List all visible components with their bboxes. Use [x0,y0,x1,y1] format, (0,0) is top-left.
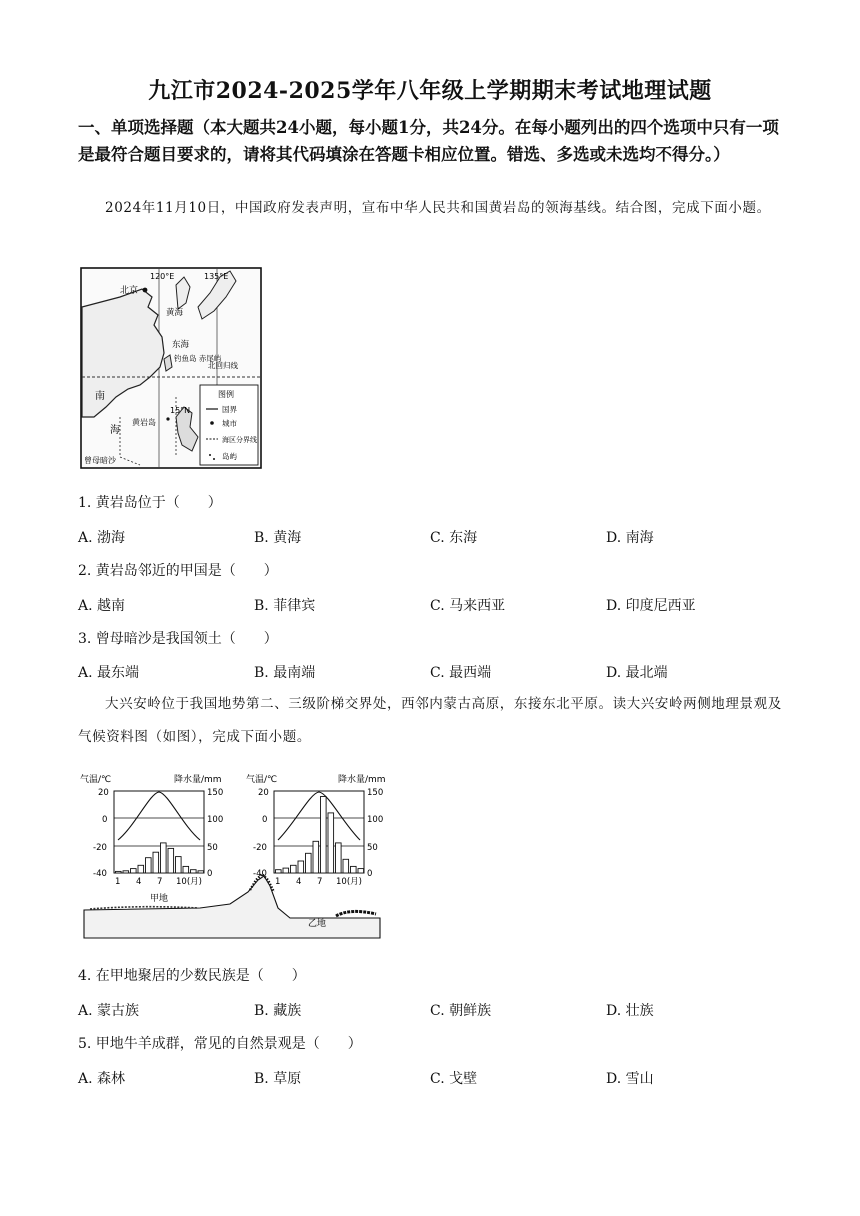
left-temp-tick: 0 [102,815,108,825]
passage-1: 2024年11月10日，中国政府发表声明，宣布中华人民共和国黄岩岛的领海基线。结合图，完成下面小题。 [105,200,771,216]
right-precip-bar-4 [298,861,304,873]
passage-2: 大兴安岭位于我国地势第二、三级阶梯交界处，西邻内蒙古高原，东接东北平原。读大兴安岭两侧地理景观及气候资料图（如图），完成下面小题。 [78,696,782,745]
map-label-sea: 海 [110,425,120,436]
map-label-beijing: 北京 [120,286,139,296]
question-3-stem: 3. 曾母暗沙是我国领土（ ） [78,631,278,647]
left-month-tick: 7 [157,877,163,887]
left-precip-bar-6 [153,852,159,873]
right-temp-tick: -20 [253,843,267,853]
q2-option-d[interactable]: D. 印度尼西亚 [606,598,696,614]
left-precip-bar-3 [131,869,137,873]
map-label-east-sea: 东海 [172,340,190,350]
right-precip-bar-5 [306,853,312,873]
left-precip-bar-11 [191,870,197,873]
left-temp-tick: -20 [93,843,107,853]
left-temp-tick: 20 [98,788,109,798]
legend-sea-boundary: 海区分界线 [222,436,257,444]
map-label-tropic: 北回归线 [208,361,238,370]
q1-option-d[interactable]: D. 南海 [606,530,654,546]
q1-option-b[interactable]: B. 黄海 [254,530,302,546]
right-precip-bar-6 [313,841,319,873]
left-precip-tick: 0 [207,869,213,879]
q4-option-b[interactable]: B. 藏族 [254,1003,302,1019]
page-title: 九江市2024-2025学年八年级上学期期末考试地理试题 [148,78,712,104]
right-temp-tick: 0 [262,815,268,825]
q4-option-a[interactable]: A. 蒙古族 [78,1003,140,1019]
q2-option-a[interactable]: A. 越南 [78,598,126,614]
south-china-sea-map [80,267,262,469]
q5-option-a[interactable]: A. 森林 [78,1071,126,1087]
left-precip-tick: 50 [207,843,218,853]
q1-option-a[interactable]: A. 渤海 [78,530,126,546]
left-month-tick: 4 [136,877,142,887]
q5-option-b[interactable]: B. 草原 [254,1071,302,1087]
right-precip-tick: 0 [367,869,373,879]
place-label-jia: 甲地 [150,894,169,904]
left-precip-bar-1 [116,871,122,873]
right-month-tick: 10(月) [336,877,362,887]
q5-option-c[interactable]: C. 戈壁 [430,1071,478,1087]
left-precip-bar-8 [168,848,174,873]
legend-city: 城市 [222,419,237,428]
right-temp-tick: 20 [258,788,269,798]
right-temp-axis-label: 气温/℃ [246,775,278,785]
q2-option-c[interactable]: C. 马来西亚 [430,598,506,614]
right-precip-bar-12 [358,869,364,873]
left-precip-bar-5 [146,858,152,873]
question-1-stem: 1. 黄岩岛位于（ ） [78,495,222,511]
map-label-diaoyu: 钓鱼岛 赤尾屿 [174,354,222,363]
right-precip-tick: 150 [367,788,384,798]
right-month-tick: 1 [275,877,281,887]
climate-landscape-figure [80,768,390,943]
map-label-huangyan: 黄岩岛 [132,418,156,427]
right-temp-tick: -40 [253,869,267,879]
q3-option-a[interactable]: A. 最东端 [78,665,140,681]
right-precip-bar-3 [291,865,297,873]
left-temp-axis-label: 气温/℃ [80,775,112,785]
q4-option-c[interactable]: C. 朝鲜族 [430,1003,492,1019]
q2-option-b[interactable]: B. 菲律宾 [254,598,316,614]
right-month-tick: 4 [296,877,302,887]
q3-option-c[interactable]: C. 最西端 [430,665,492,681]
right-precip-bar-11 [351,866,357,873]
lon-label-120: 120°E [150,272,175,281]
left-precip-tick: 100 [207,815,224,825]
right-precip-tick: 100 [367,815,384,825]
left-precip-tick: 150 [207,788,224,798]
left-precip-bar-12 [198,871,204,873]
q3-option-b[interactable]: B. 最南端 [254,665,316,681]
right-precip-axis-label: 降水量/mm [338,775,386,785]
question-2-stem: 2. 黄岩岛邻近的甲国是（ ） [78,563,278,579]
place-label-yi: 乙地 [308,919,327,929]
right-precip-bar-10 [343,859,349,873]
q5-option-d[interactable]: D. 雪山 [606,1071,654,1087]
left-precip-bar-7 [161,843,167,873]
legend-title: 图例 [218,390,234,399]
right-month-tick: 7 [317,877,323,887]
legend-island: 岛屿 [222,452,237,461]
lon-label-135: 135°E [204,272,229,281]
lat-label-15: 15°N [170,406,191,415]
left-precip-bar-4 [138,865,144,873]
left-temp-tick: -40 [93,869,107,879]
q1-option-c[interactable]: C. 东海 [430,530,478,546]
right-precip-bar-7 [321,797,327,874]
right-precip-bar-1 [276,870,282,873]
left-precip-bar-9 [176,857,182,873]
left-precip-axis-label: 降水量/mm [174,775,222,785]
map-label-yellow-sea: 黄海 [166,308,184,318]
question-5-stem: 5. 甲地牛羊成群，常见的自然景观是（ ） [78,1036,362,1052]
right-precip-bar-9 [336,843,342,873]
right-precip-tick: 50 [367,843,378,853]
section-header: 一、单项选择题（本大题共24小题，每小题1分，共24分。在每小题列出的四个选项中只有一项是最符合题目要求的，请将其代码填涂在答题卡相应位置。错选、多选或未选均不得分。） [78,118,779,164]
left-precip-bar-2 [123,871,129,873]
map-label-zengmu: 曾母暗沙 [84,456,116,465]
question-4-stem: 4. 在甲地聚居的少数民族是（ ） [78,968,306,984]
right-precip-bar-8 [328,813,334,873]
left-month-tick: 1 [115,877,121,887]
q3-option-d[interactable]: D. 最北端 [606,665,668,681]
map-label-south: 南 [95,391,105,402]
left-precip-bar-10 [183,866,189,873]
right-precip-bar-2 [283,868,289,873]
legend-border: 国界 [222,405,237,414]
q4-option-d[interactable]: D. 壮族 [606,1003,654,1019]
left-month-tick: 10(月) [176,877,202,887]
